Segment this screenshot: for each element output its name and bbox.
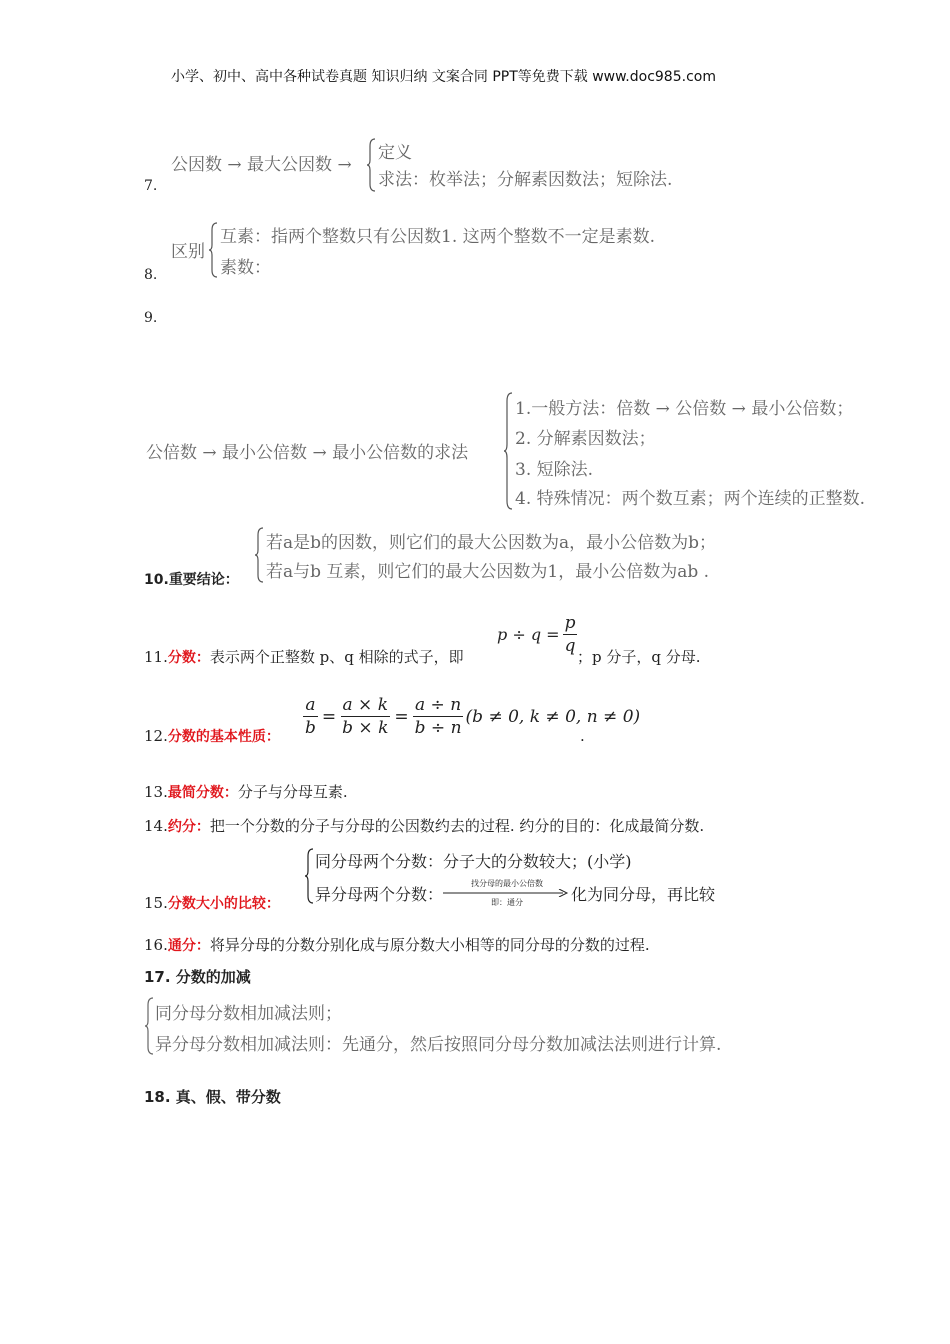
item15-number: 15. bbox=[144, 894, 168, 912]
item10-branch-2: 若a与b 互素，则它们的最大公因数为1，最小公倍数为ab . bbox=[266, 562, 710, 582]
item15-line bbox=[144, 893, 280, 913]
item10-heading bbox=[144, 569, 239, 589]
item17-branch-2: 异分母分数相加减法则：先通分，然后按照同分母分数加减法法则进行计算. bbox=[155, 1035, 722, 1055]
item7-branch-2: 求法：枚举法；分解素因数法；短除法. bbox=[378, 170, 673, 190]
item12-label: 分数的基本性质： bbox=[167, 729, 280, 745]
item11-formula-lhs: p ÷ q = bbox=[497, 625, 560, 644]
item7-brace bbox=[366, 138, 376, 192]
item12-f3-top: a ÷ n bbox=[415, 695, 462, 715]
item12-number: 12. bbox=[144, 727, 168, 745]
item13-line bbox=[144, 781, 348, 802]
item8-branch-2: 素数： bbox=[220, 258, 271, 278]
item9-brace bbox=[503, 392, 513, 510]
item8-number: 8. bbox=[144, 267, 158, 283]
item9-branch-4: 4. 特殊情况：两个数互素；两个连续的正整数. bbox=[515, 489, 866, 509]
item12-frac-2 bbox=[340, 694, 390, 739]
item12-f2-bottom: b × k bbox=[342, 718, 389, 738]
item12-dot: . bbox=[580, 727, 585, 745]
item12-condition: (b ≠ 0, k ≠ 0, n ≠ 0) bbox=[465, 706, 641, 727]
item11-number: 11. bbox=[144, 648, 168, 666]
item12-formula bbox=[303, 694, 640, 739]
item11-tail: ；p 分子，q 分母. bbox=[577, 648, 701, 666]
item17-brace bbox=[144, 997, 154, 1055]
item7-number: 7. bbox=[144, 178, 158, 194]
item12-eq-1: = bbox=[321, 706, 337, 727]
item15-b2-post: 化为同分母，再比较 bbox=[571, 884, 716, 904]
item8-lhs: 区别 bbox=[171, 242, 205, 262]
item13-label: 最简分数： bbox=[167, 785, 238, 801]
item9-branch-1: 1.一般方法：倍数 → 公倍数 → 最小公倍数； bbox=[515, 399, 854, 419]
item11-formula bbox=[497, 612, 577, 657]
item12-f1-bottom: b bbox=[305, 718, 316, 738]
item13-text: 分子与分母互素. bbox=[237, 783, 348, 801]
item17-title: 17. 分数的加减 bbox=[144, 968, 251, 986]
item10-number: 10. bbox=[144, 572, 169, 588]
item12-f1-top: a bbox=[305, 695, 316, 715]
item15-branch-2 bbox=[315, 878, 715, 908]
item7-lhs: 公因数 → 最大公因数 → bbox=[171, 155, 352, 175]
item12-frac-1 bbox=[303, 694, 318, 739]
item16-number: 16. bbox=[144, 936, 168, 954]
item8-branch-1: 互素：指两个整数只有公因数1. 这两个整数不一定是素数. bbox=[220, 227, 656, 247]
item11-fraction bbox=[563, 612, 578, 657]
item12-frac-3 bbox=[413, 694, 464, 739]
item12-eq-2: = bbox=[394, 706, 409, 727]
item16-line bbox=[144, 934, 650, 955]
item11-text: 表示两个正整数 p、q 相除的式子，即 bbox=[209, 648, 464, 666]
item15-label: 分数大小的比较： bbox=[167, 896, 280, 912]
item16-text: 将异分母的分数分别化成与原分数大小相等的同分母的分数的过程. bbox=[209, 936, 650, 954]
item14-label: 约分： bbox=[167, 819, 210, 835]
item14-line bbox=[144, 815, 704, 836]
item12-line bbox=[144, 726, 280, 746]
item15-arrow-top: 找分母的最小公倍数 bbox=[471, 879, 544, 888]
item11-label: 分数： bbox=[167, 650, 210, 666]
item14-number: 14. bbox=[144, 817, 168, 835]
item18-title: 18. 真、假、带分数 bbox=[144, 1088, 281, 1106]
item15-arrow-bottom: 即：通分 bbox=[491, 898, 524, 907]
item10-brace bbox=[254, 527, 264, 583]
item15-branch-1: 同分母两个分数：分子大的分数较大；(小学) bbox=[315, 852, 632, 871]
item9-lhs: 公倍数 → 最小公倍数 → 最小公倍数的求法 bbox=[146, 443, 469, 463]
item12-f3-bottom: b ÷ n bbox=[414, 718, 462, 738]
item11-frac-bottom: q bbox=[564, 636, 576, 656]
item10-branch-1: 若a是b的因数，则它们的最大公因数为a，最小公倍数为b； bbox=[266, 533, 717, 553]
item15-arrow bbox=[443, 878, 571, 908]
item9-branch-2: 2. 分解素因数法； bbox=[515, 429, 656, 449]
item15-arrow-icon bbox=[443, 889, 571, 897]
item9-branch-3: 3. 短除法. bbox=[515, 460, 594, 480]
page-header: 小学、初中、高中各种试卷真题 知识归纳 文案合同 PPT等免费下载 www.doc985.com bbox=[171, 69, 716, 85]
item12-f2-top: a × k bbox=[342, 695, 389, 715]
item11-frac-top: p bbox=[564, 613, 576, 633]
item10-label: 重要结论： bbox=[168, 572, 239, 588]
item17-branch-1: 同分母分数相加减法则； bbox=[155, 1004, 342, 1024]
item11-line bbox=[144, 646, 464, 667]
item16-label: 通分： bbox=[167, 938, 210, 954]
item9-number: 9. bbox=[144, 310, 158, 326]
item14-text: 把一个分数的分子与分母的公因数约去的过程. 约分的目的：化成最简分数. bbox=[209, 817, 705, 835]
item8-brace bbox=[208, 222, 218, 278]
item13-number: 13. bbox=[144, 783, 168, 801]
item7-branch-1: 定义 bbox=[378, 143, 412, 163]
item15-b2-pre: 异分母两个分数： bbox=[315, 884, 444, 904]
item15-brace bbox=[304, 848, 314, 904]
